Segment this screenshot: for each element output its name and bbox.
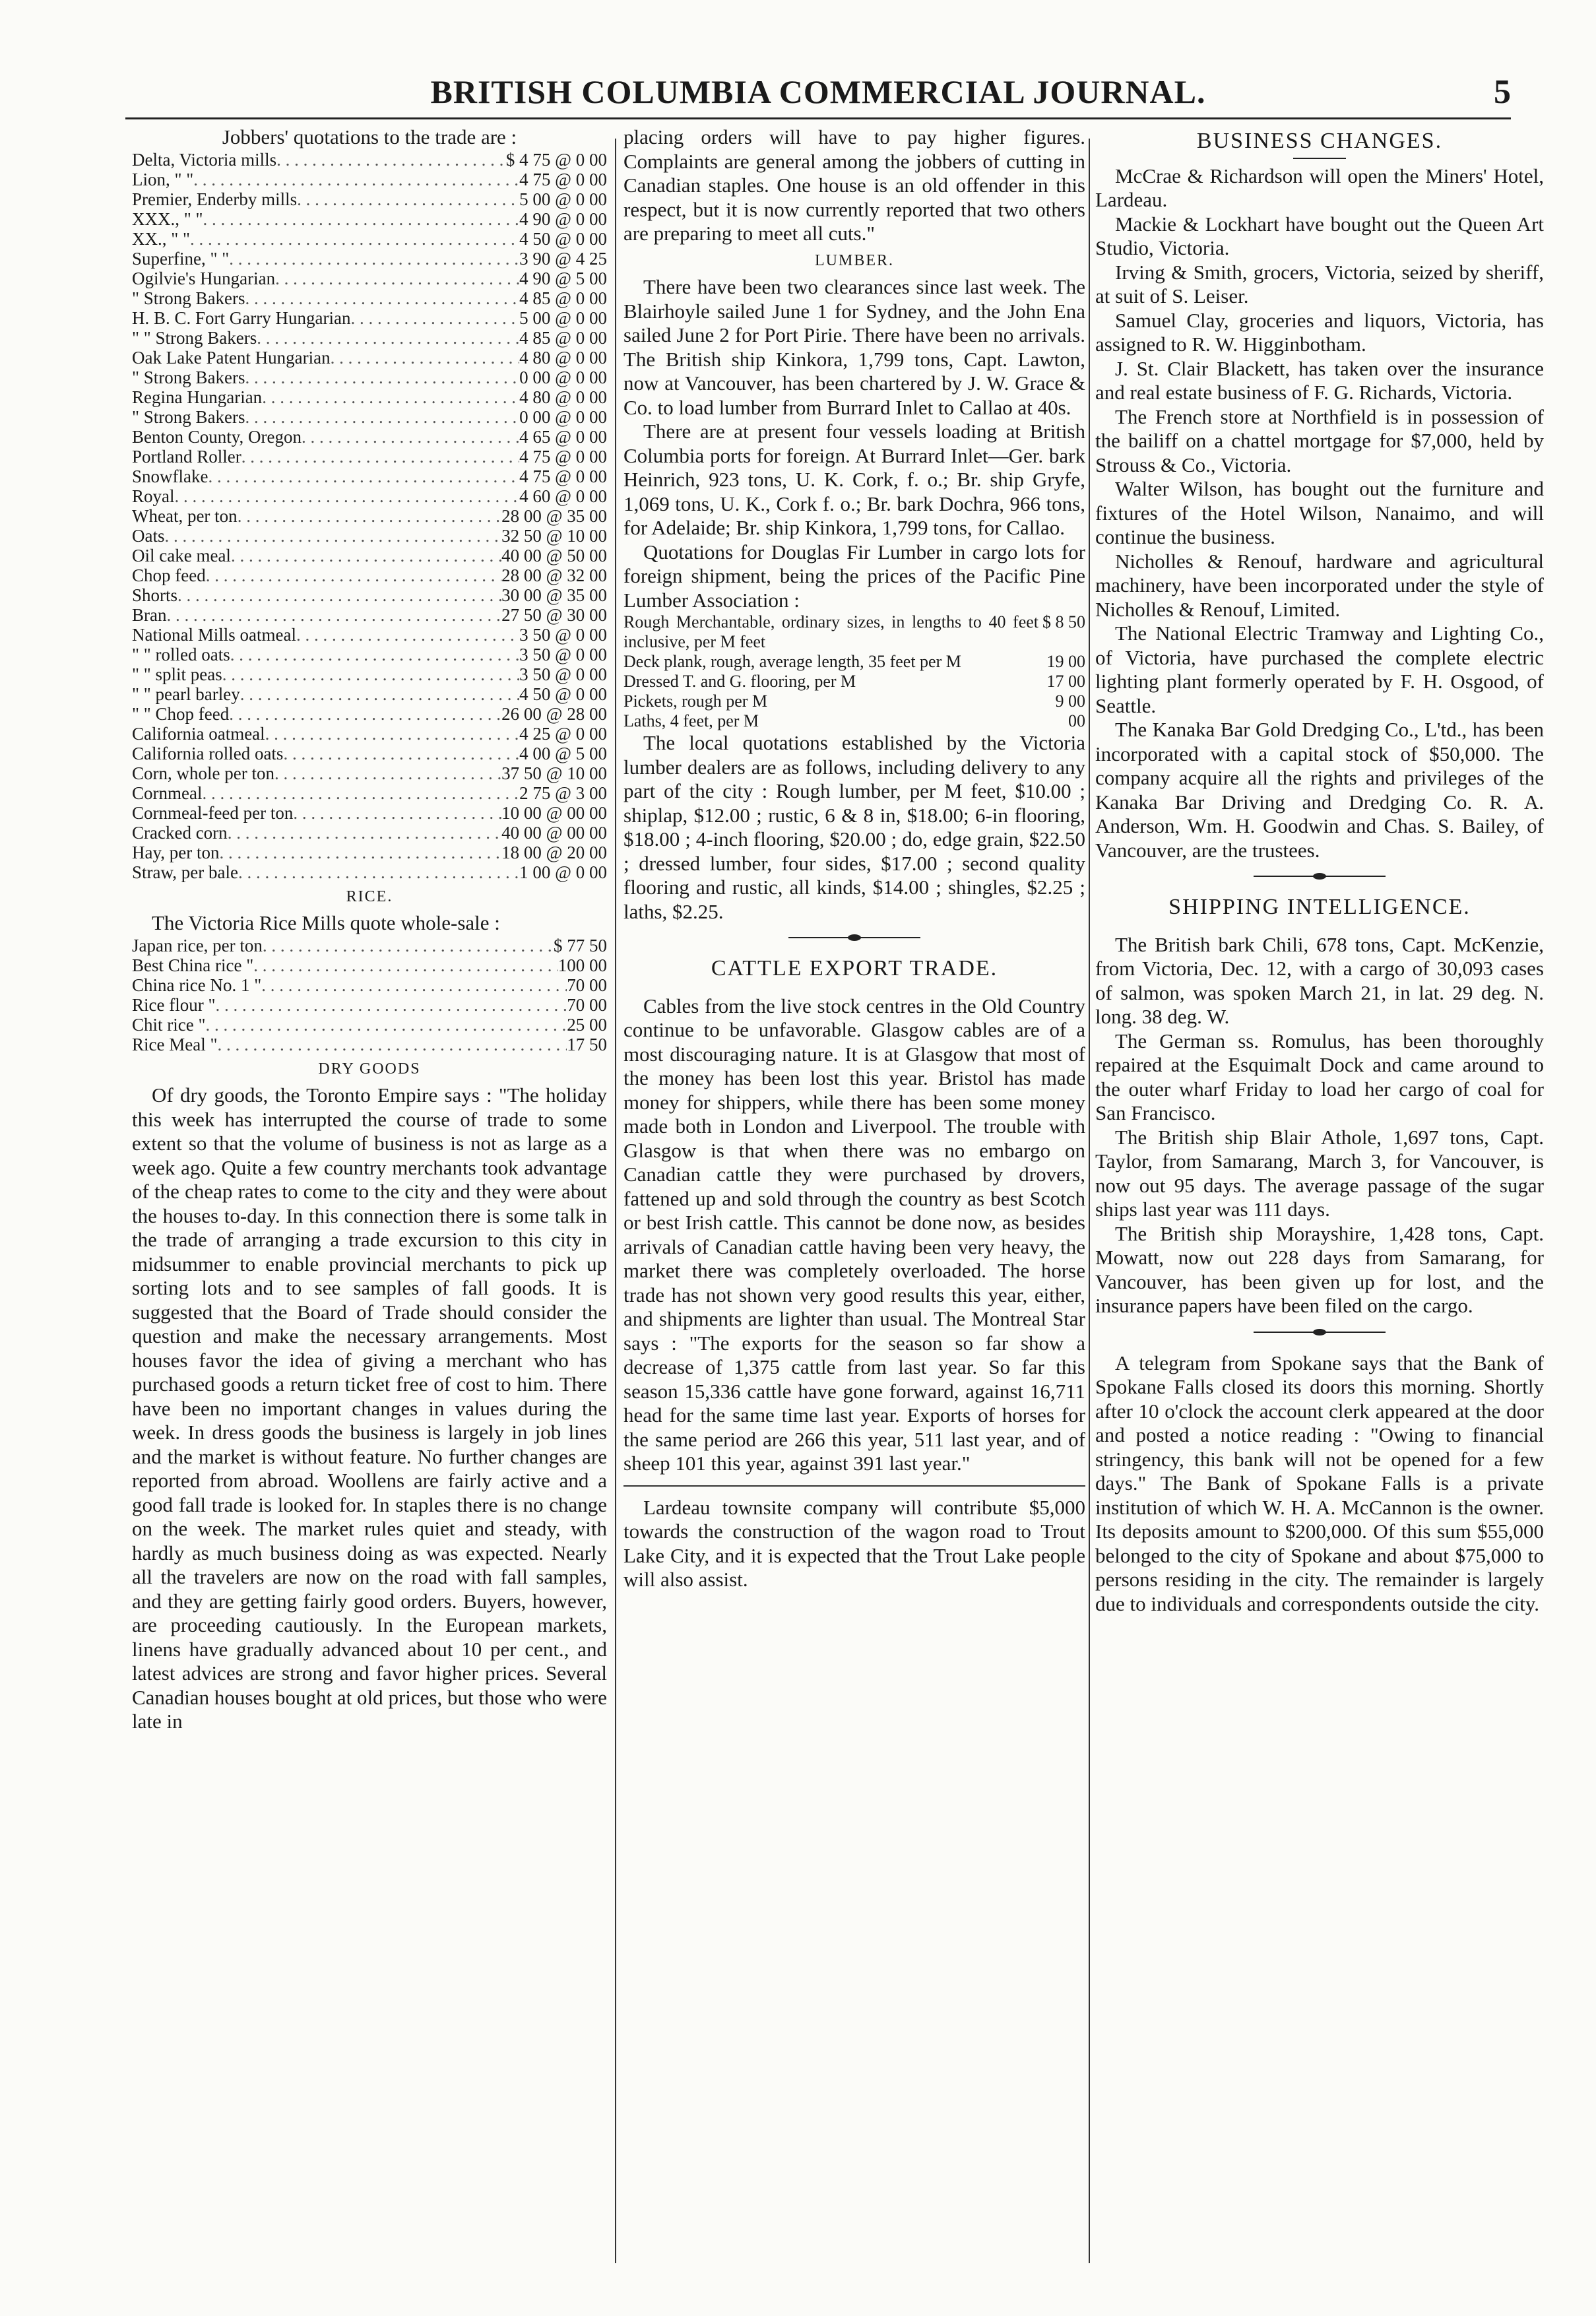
price-label: " " pearl barley bbox=[132, 684, 240, 704]
leader-dots bbox=[257, 328, 519, 348]
leader-dots bbox=[165, 526, 502, 546]
leader-dots bbox=[215, 995, 567, 1015]
price-row bbox=[132, 565, 607, 585]
section-divider bbox=[1254, 1332, 1386, 1338]
leader-dots bbox=[222, 664, 519, 684]
rice-heading: RICE. bbox=[346, 887, 393, 905]
rice-list bbox=[132, 936, 607, 1054]
price-value: 4 90 @ 0 00 bbox=[519, 209, 607, 229]
leader-dots bbox=[202, 783, 519, 803]
price-value: 25 00 bbox=[567, 1014, 607, 1035]
business-item: Nicholles & Renouf, hardware and agricultural machinery, have been incorporated under the style of Nicholles & Renouf, Limited. bbox=[1095, 549, 1544, 621]
price-label: " Strong Bakers bbox=[132, 367, 245, 387]
price-label: Delta, Victoria mills bbox=[132, 149, 277, 170]
price-label: XX., " " bbox=[132, 228, 191, 249]
price-row bbox=[132, 783, 607, 803]
price-label: Oats bbox=[132, 525, 165, 546]
price-value: 00 bbox=[1068, 711, 1085, 730]
price-label: Best China rice " bbox=[132, 955, 254, 975]
price-row bbox=[132, 823, 607, 843]
page-header bbox=[125, 66, 1511, 125]
leader-dots bbox=[263, 936, 554, 955]
price-value: 4 80 @ 0 00 bbox=[519, 347, 607, 368]
section-rule bbox=[623, 1485, 1085, 1487]
price-row bbox=[132, 249, 607, 269]
leader-dots bbox=[238, 862, 519, 882]
leader-dots bbox=[228, 823, 501, 843]
price-label: Chit rice " bbox=[132, 1014, 206, 1035]
price-label: " " split peas bbox=[132, 664, 222, 684]
leader-dots bbox=[190, 229, 519, 249]
business-item: Mackie & Lockhart have bought out the Queen Art Studio, Victoria. bbox=[1095, 212, 1544, 259]
price-value: 19 00 bbox=[1046, 652, 1085, 671]
business-item: J. St. Clair Blackett, has taken over the insurance and real estate business of F. G. Richards, Victoria. bbox=[1095, 356, 1544, 404]
price-value: 4 65 @ 0 00 bbox=[519, 426, 607, 447]
price-row bbox=[132, 803, 607, 823]
lumber-paragraph-2: There are at present four vessels loading at British Columbia ports for foreign. At Burrard Inlet—Ger. bark Heinrich, 923 tons, U. K. Cork, f. o.; Br. ship Gryfe, 1,069 tons, U. K., Cork f. o.; Br. bark Dochra, 966 tons, for Adelaide; Br. ship Kinkora, 1,799 tons, for Callao. bbox=[623, 420, 1085, 539]
price-label: Deck plank, rough, average length, 35 feet per M bbox=[623, 652, 961, 671]
lumber-heading: LUMBER. bbox=[814, 251, 894, 269]
price-row bbox=[132, 150, 607, 170]
shipping-item: The British ship Morayshire, 1,428 tons, Capt. Mowatt, now out 228 days from Samarang, for Vancouver, has been given up for lost, and the insurance papers have been filed on the cargo. bbox=[1095, 1221, 1544, 1317]
price-label: Lion, " " bbox=[132, 169, 194, 189]
price-value: 3 50 @ 0 00 bbox=[519, 624, 607, 645]
price-row bbox=[132, 506, 607, 526]
cattle-heading: CATTLE EXPORT TRADE. bbox=[711, 956, 998, 981]
price-row bbox=[132, 763, 607, 783]
price-label: Chop feed bbox=[132, 565, 206, 585]
lumber-paragraph-1: There have been two clearances since last week. The Blairhoyle sailed June 1 for Sydney, and the John Ena sailed June 2 for Port Pirie. There have been no arrivals. The British ship Kinkora, 1,799 tons, Capt. Lawton, now at Vancouver, has been chartered by J. W. Grace & Co. to load lumber from Burrard Inlet to Callao at 40s. bbox=[623, 275, 1085, 419]
column-divider-2 bbox=[1089, 139, 1090, 2263]
price-value: 9 00 bbox=[1055, 692, 1085, 711]
price-value: 10 00 @ 00 00 bbox=[501, 802, 607, 823]
price-value: $ 77 50 bbox=[554, 935, 607, 955]
price-value: 100 00 bbox=[558, 955, 607, 975]
leader-dots bbox=[265, 724, 519, 744]
leader-dots bbox=[262, 387, 519, 407]
price-row bbox=[132, 387, 607, 407]
price-label: Rice Meal " bbox=[132, 1034, 218, 1054]
price-value: 4 85 @ 0 00 bbox=[519, 327, 607, 348]
price-row bbox=[132, 288, 607, 308]
price-value: 5 00 @ 0 00 bbox=[519, 307, 607, 328]
price-label: Shorts bbox=[132, 585, 178, 605]
dry-goods-text: Of dry goods, the Toronto Empire says : "The holiday this week has interrupted the course of trade to some extent so that the volume of business is not as large as a week ago. Quite a few country merchants took advantage of the cheap rates to come to the city and they were about the houses to-day. In this connection there is some talk in the trade of arranging a trade excursion to this city in midsummer to enable provincial merchants to pick up sorting lots and to see samples of fall goods. It is suggested that the Board of Trade should consider the question and make the necessary arrangements. Most houses favor the idea of giving a merchant who has purchased goods a return ticket free of cost to him. There have been no important changes in values during the week. In dress goods the business is largely in job lines and the market is without feature. No further changes are reported from abroad. Woollens are fairly active and a good fall trade is looked for. In staples there is no change on the week. The market rules quiet and steady, with hardly as much business doing as was expected. Nearly all the travelers are now on the road with fall samples, and they are getting fairly good orders. Buyers, however, are proceeding cautiously. In the European markets, linens have gradually advanced about 10 per cent., and latest advices are strong and favor higher prices. Several Canadian houses bought at old prices, but those who were late in bbox=[132, 1083, 607, 1733]
price-value: 4 25 @ 0 00 bbox=[519, 723, 607, 744]
price-row bbox=[132, 862, 607, 882]
price-row bbox=[132, 684, 607, 704]
lumber-paragraph-4: The local quotations established by the Victoria lumber dealers are as follows, including delivery to any part of the city : Rough lumber, per M feet, $10.00 ; shiplap, $12.00 ; rustic, 6 & 8 in, $18.00; 6-in flooring, $18.00 ; 4-inch flooring, $20.00 ; do, edge grain, $22.50 ; dressed lumber, four sides, $17.00 ; second quality flooring and rustic, all kinds, $14.00 ; shingles, $2.25 ; laths, $2.25. bbox=[623, 731, 1085, 923]
leader-dots bbox=[230, 645, 519, 664]
price-label: " " Chop feed bbox=[132, 703, 230, 724]
price-value: 5 00 @ 0 00 bbox=[519, 189, 607, 209]
shipping-item: The British bark Chili, 678 tons, Capt. McKenzie, from Victoria, Dec. 12, with a cargo of 30,093 cases of salmon, was spoken March 21, in lat. 29 deg. N. long. 38 deg. W. bbox=[1095, 932, 1544, 1028]
price-row bbox=[132, 744, 607, 763]
leader-dots bbox=[206, 1015, 567, 1035]
price-label: Regina Hungarian bbox=[132, 387, 263, 407]
price-value: 4 80 @ 0 00 bbox=[519, 387, 607, 407]
price-label: Hay, per ton bbox=[132, 842, 220, 862]
rice-intro: The Victoria Rice Mills quote whole-sale : bbox=[152, 911, 500, 934]
price-row bbox=[623, 652, 1085, 672]
leader-dots bbox=[297, 189, 519, 209]
price-row bbox=[132, 486, 607, 506]
business-item: Irving & Smith, grocers, Victoria, seized by sheriff, at suit of S. Leiser. bbox=[1095, 260, 1544, 307]
price-label: Cornmeal bbox=[132, 783, 203, 803]
leader-dots bbox=[245, 288, 520, 308]
leader-dots bbox=[350, 308, 519, 328]
price-value: 4 50 @ 0 00 bbox=[519, 228, 607, 249]
dry-goods-continued: placing orders will have to pay higher figures. Complaints are general among the jobbers of cutting in Canadian staples. One house is an old offender in this respect, but it is now currently reported that two others are preparing to meet all cuts." bbox=[623, 125, 1085, 245]
leader-dots bbox=[219, 843, 501, 862]
price-row bbox=[132, 170, 607, 189]
price-row bbox=[132, 368, 607, 387]
leader-dots bbox=[245, 368, 520, 387]
price-row bbox=[623, 672, 1085, 692]
price-value: 3 90 @ 4 25 bbox=[519, 248, 607, 269]
price-row bbox=[132, 995, 607, 1015]
price-label: Oak Lake Patent Hungarian bbox=[132, 347, 331, 368]
price-row bbox=[132, 585, 607, 605]
price-label: Laths, 4 feet, per M bbox=[623, 711, 759, 730]
leader-dots bbox=[331, 348, 519, 368]
dry-goods-heading: DRY GOODS bbox=[318, 1060, 421, 1078]
price-label: Cornmeal-feed per ton bbox=[132, 802, 294, 823]
price-value: 26 00 @ 28 00 bbox=[501, 703, 607, 724]
price-row bbox=[132, 955, 607, 975]
price-row bbox=[132, 975, 607, 995]
price-label: Premier, Enderby mills bbox=[132, 189, 298, 209]
price-row bbox=[132, 645, 607, 664]
spokane-text: A telegram from Spokane says that the Bank of Spokane Falls closed its doors this morning. Shortly after 10 o'clock the account clerk appeared at the door and posted a notice reading : "Owing to financial stringency, this bank will not be opened for a few days." The Bank of Spokane Falls is a private institution of which W. H. A. McCannon is the owner. Its deposits amount to $200,000. Of this sum $55,000 belonged to the city of Spokane and about $75,000 to persons residing in the city. The remainder is largely due to individuals and correspondents outside the city. bbox=[1095, 1351, 1544, 1615]
leader-dots bbox=[175, 486, 520, 506]
business-item: Samuel Clay, groceries and liquors, Victoria, has assigned to R. W. Higginbotham. bbox=[1095, 308, 1544, 356]
price-value: 28 00 @ 35 00 bbox=[501, 505, 607, 526]
page-number: 5 bbox=[1494, 73, 1511, 111]
price-label: Benton County, Oregon bbox=[132, 426, 302, 447]
price-row bbox=[132, 229, 607, 249]
lumber-paragraph-3: Quotations for Douglas Fir Lumber in cargo lots for foreign shipment, being the prices of the Pacific Pine Lumber Association : bbox=[623, 540, 1085, 612]
price-value: $ 4 75 @ 0 00 bbox=[505, 149, 607, 170]
business-item: McCrae & Richardson will open the Miners' Hotel, Lardeau. bbox=[1095, 164, 1544, 211]
price-label: Rice flour " bbox=[132, 994, 216, 1015]
leader-dots bbox=[206, 565, 501, 585]
leader-dots bbox=[177, 585, 501, 605]
leader-dots bbox=[261, 975, 567, 995]
price-label: " " Strong Bakers bbox=[132, 327, 257, 348]
price-row bbox=[132, 447, 607, 466]
leader-dots bbox=[231, 546, 501, 565]
price-row bbox=[132, 724, 607, 744]
price-label: Japan rice, per ton bbox=[132, 935, 263, 955]
leader-dots bbox=[208, 466, 519, 486]
column-3 bbox=[1095, 125, 1544, 2263]
header-rule bbox=[125, 117, 1511, 119]
price-value: 4 75 @ 0 00 bbox=[519, 446, 607, 466]
price-value: 18 00 @ 20 00 bbox=[501, 842, 607, 862]
price-label: Royal bbox=[132, 486, 175, 506]
column-1 bbox=[132, 125, 607, 2263]
leader-dots bbox=[166, 605, 501, 625]
price-row bbox=[132, 843, 607, 862]
price-value: 17 50 bbox=[567, 1034, 607, 1054]
price-value: 4 75 @ 0 00 bbox=[519, 466, 607, 486]
price-row bbox=[132, 466, 607, 486]
price-label: " " rolled oats bbox=[132, 644, 230, 664]
price-label: Cracked corn bbox=[132, 822, 228, 843]
price-value: 27 50 @ 30 00 bbox=[501, 604, 607, 625]
leader-dots bbox=[296, 625, 519, 645]
heading-rule bbox=[1293, 158, 1346, 159]
price-label: National Mills oatmeal bbox=[132, 624, 296, 645]
shipping-item: The British ship Blair Athole, 1,697 tons, Capt. Taylor, from Samarang, March 3, for Vancouver, is now out 95 days. The average passage of the sugar ships last year was 111 days. bbox=[1095, 1125, 1544, 1221]
price-row bbox=[623, 692, 1085, 711]
price-row bbox=[132, 348, 607, 368]
price-row bbox=[132, 308, 607, 328]
leader-dots bbox=[302, 427, 519, 447]
leader-dots bbox=[217, 1035, 567, 1054]
price-row bbox=[132, 605, 607, 625]
leader-dots bbox=[238, 506, 501, 526]
price-value: 40 00 @ 00 00 bbox=[501, 822, 607, 843]
price-value: 70 00 bbox=[567, 994, 607, 1015]
business-item: The National Electric Tramway and Lighting Co., of Victoria, have purchased the complete electric lighting plant formerly operated by F. H. Osgood, of Seattle. bbox=[1095, 622, 1544, 717]
section-divider bbox=[788, 937, 920, 944]
leader-dots bbox=[193, 170, 519, 189]
price-label: Superfine, " " bbox=[132, 248, 230, 269]
price-row bbox=[132, 209, 607, 229]
price-label: Snowflake bbox=[132, 466, 208, 486]
price-label: Pickets, rough per M bbox=[623, 692, 768, 711]
price-value: 32 50 @ 10 00 bbox=[501, 525, 607, 546]
price-value: 17 00 bbox=[1046, 672, 1085, 691]
column-2 bbox=[623, 125, 1085, 2263]
price-row bbox=[132, 936, 607, 955]
business-changes-heading: BUSINESS CHANGES. bbox=[1196, 129, 1443, 153]
leader-dots bbox=[276, 150, 506, 170]
price-value: 3 50 @ 0 00 bbox=[519, 664, 607, 684]
price-label: California oatmeal bbox=[132, 723, 265, 744]
price-label: California rolled oats bbox=[132, 743, 284, 763]
leader-dots bbox=[241, 447, 519, 466]
lardeau-text: Lardeau townsite company will contribute $5,000 towards the construction of the wagon road to Trout Lake City, and it is expected that the Trout Lake people will also assist. bbox=[623, 1495, 1085, 1591]
price-value: 3 50 @ 0 00 bbox=[519, 644, 607, 664]
lumber-price-list bbox=[623, 612, 1085, 731]
cattle-text: Cables from the live stock centres in the Old Country continue to be unfavorable. Glasgow cables are of a most discouraging nature. It is at Glasgow that most of the money has been lost this year. Bristol has made money for shippers, while there has been some money made both in London and Liverpool. The trouble with Glasgow is that when there was no embargo on Canadian cattle they were purchased by drovers, fattened up and sold through the country as best Scotch or best Irish cattle. This cannot be done now, as besides arrivals of Canadian cattle having been very heavy, the market there was completely overloaded. The horse trade has not shown very good results this year, either, and shipments are lighter than usual. The Montreal Star says : "The exports for the season so far show a decrease of 1,375 cattle from last year. So far this season 15,336 cattle have gone forward, against 16,711 head for the same time last year. Exports of horses for the same period are 266 this year, 511 last year, and of sheep 101 this year, against 391 last year." bbox=[623, 994, 1085, 1475]
price-label: XXX., " " bbox=[132, 209, 203, 229]
price-value: 4 60 @ 0 00 bbox=[519, 486, 607, 506]
price-value: 37 50 @ 10 00 bbox=[501, 763, 607, 783]
business-changes-list bbox=[1095, 164, 1544, 863]
price-row bbox=[132, 1015, 607, 1035]
price-label: " Strong Bakers bbox=[132, 406, 245, 427]
price-label: Rough Merchantable, ordinary sizes, in lengths to 40 feet inclusive, per M feet bbox=[623, 612, 1038, 651]
price-value: 4 85 @ 0 00 bbox=[519, 288, 607, 308]
price-value: 4 00 @ 5 00 bbox=[519, 743, 607, 763]
price-row bbox=[132, 704, 607, 724]
leader-dots bbox=[253, 955, 558, 975]
leader-dots bbox=[293, 803, 501, 823]
price-row bbox=[623, 612, 1085, 652]
price-value: 0 00 @ 0 00 bbox=[519, 367, 607, 387]
price-value: 70 00 bbox=[567, 975, 607, 995]
price-row bbox=[132, 664, 607, 684]
price-label: Ogilvie's Hungarian bbox=[132, 268, 276, 288]
price-value: 28 00 @ 32 00 bbox=[501, 565, 607, 585]
shipping-heading: SHIPPING INTELLIGENCE. bbox=[1168, 895, 1471, 919]
price-label: Straw, per bale bbox=[132, 862, 238, 882]
leader-dots bbox=[203, 209, 520, 229]
journal-title: BRITISH COLUMBIA COMMERCIAL JOURNAL. bbox=[430, 73, 1206, 110]
business-item: The French store at Northfield is in possession of the bailiff on a chattel mortgage for $7,000, held by Strouss & Co., Victoria. bbox=[1095, 404, 1544, 476]
price-label: Oil cake meal bbox=[132, 545, 231, 565]
leader-dots bbox=[274, 763, 501, 783]
price-row bbox=[623, 711, 1085, 731]
price-value: 4 50 @ 0 00 bbox=[519, 684, 607, 704]
price-label: H. B. C. Fort Garry Hungarian bbox=[132, 307, 351, 328]
price-row bbox=[132, 407, 607, 427]
leader-dots bbox=[275, 269, 519, 288]
price-row bbox=[132, 526, 607, 546]
leader-dots bbox=[240, 684, 519, 704]
price-row bbox=[132, 625, 607, 645]
price-label: " Strong Bakers bbox=[132, 288, 245, 308]
price-row bbox=[132, 546, 607, 565]
price-row bbox=[132, 269, 607, 288]
price-value: 0 00 @ 0 00 bbox=[519, 406, 607, 427]
leader-dots bbox=[283, 744, 519, 763]
price-label: China rice No. 1 " bbox=[132, 975, 262, 995]
price-value: 4 90 @ 5 00 bbox=[519, 268, 607, 288]
business-item: Walter Wilson, has bought out the furniture and fixtures of the Hotel Wilson, Nanaimo, and will continue the business. bbox=[1095, 477, 1544, 548]
leader-dots bbox=[245, 407, 520, 427]
quotations-list bbox=[132, 150, 607, 882]
price-value: $ 8 50 bbox=[1042, 612, 1085, 631]
price-value: 40 00 @ 50 00 bbox=[501, 545, 607, 565]
price-row bbox=[132, 328, 607, 348]
price-row bbox=[132, 1035, 607, 1054]
price-value: 4 75 @ 0 00 bbox=[519, 169, 607, 189]
section-divider bbox=[1254, 876, 1386, 882]
leader-dots bbox=[229, 704, 501, 724]
price-row bbox=[132, 189, 607, 209]
column-divider-1 bbox=[615, 139, 616, 2263]
price-value: 2 75 @ 3 00 bbox=[519, 783, 607, 803]
business-item: The Kanaka Bar Gold Dredging Co., L'td., has been incorporated with a capital stock of $50,000. The company acquire all the rights and privileges of the Kanaka Bar Driving and Dredging Co. R. A. Anderson, Wm. H. Goodwin and Chas. S. Bailey, of Vancouver, are the trustees. bbox=[1095, 718, 1544, 862]
price-label: Dressed T. and G. flooring, per M bbox=[623, 672, 856, 691]
shipping-list bbox=[1095, 933, 1544, 1318]
price-value: 1 00 @ 0 00 bbox=[519, 862, 607, 882]
price-label: Corn, whole per ton bbox=[132, 763, 274, 783]
price-label: Bran bbox=[132, 604, 167, 625]
price-value: 30 00 @ 35 00 bbox=[501, 585, 607, 605]
leader-dots bbox=[229, 249, 519, 269]
price-label: Wheat, per ton bbox=[132, 505, 238, 526]
price-label: Portland Roller bbox=[132, 446, 241, 466]
shipping-item: The German ss. Romulus, has been thoroughly repaired at the Esquimalt Dock and came around to the outer wharf Friday to load her cargo of coal for San Francisco. bbox=[1095, 1029, 1544, 1124]
quotations-intro: Jobbers' quotations to the trade are : bbox=[222, 125, 517, 148]
price-row bbox=[132, 427, 607, 447]
